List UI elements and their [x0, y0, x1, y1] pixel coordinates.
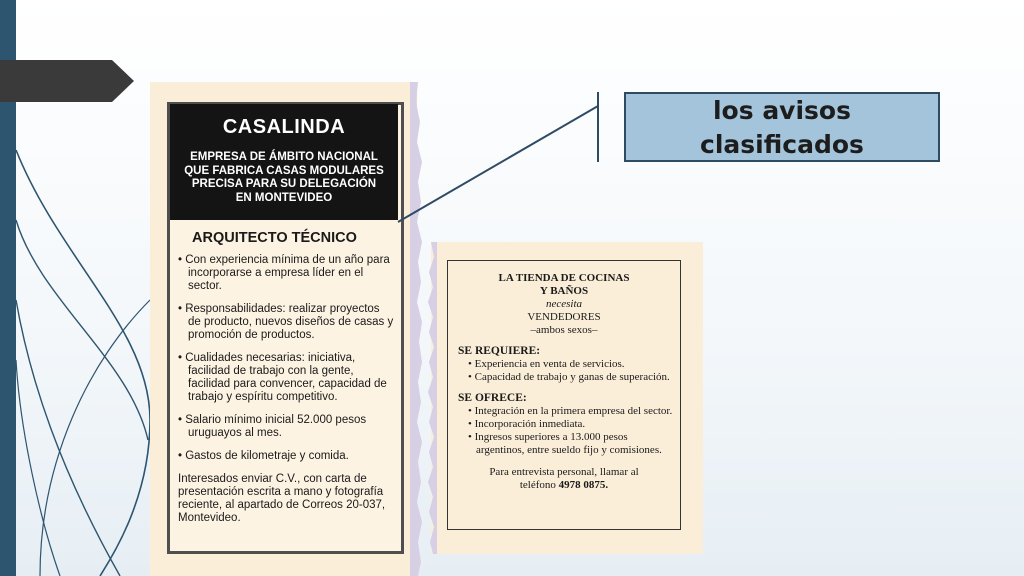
- requirement-item: • Gastos de kilometraje y comida.: [178, 450, 349, 462]
- genders-label: –ambos sexos–: [530, 324, 598, 336]
- contact-instructions: Para entrevista personal, llamar al teléfono 4978 0875.: [489, 466, 639, 491]
- contact-instructions: Interesados enviar C.V., con carta de presentación escrita a mano y fotografía reciente, al apartado de Correos 20-037, Montevideo.: [178, 473, 386, 524]
- needs-label: necesita: [545, 298, 583, 310]
- offers-heading: SE OFRECE:: [458, 392, 527, 404]
- casalinda-ad-header: [170, 104, 398, 220]
- requirement-item: • Con experiencia mínima de un año para incorporarse a empresa líder en el sector.: [178, 254, 390, 292]
- slide-title: los avisos clasificados: [624, 92, 940, 162]
- requires-heading: SE REQUIERE:: [458, 345, 541, 357]
- offer-item: • Integración en la primera empresa del sector.: [468, 405, 673, 417]
- offer-item: • Incorporación inmediata.: [468, 418, 586, 430]
- store-name: LA TIENDA DE COCINAS Y BAÑOS: [498, 272, 630, 297]
- torn-paper-edge: [427, 242, 437, 554]
- casalinda-ad-body: [178, 230, 394, 525]
- company-description: EMPRESA DE ÁMBITO NACIONAL QUE FABRICA CASAS MODULARES PRECISA PARA SU DELEGACIÓN EN MONTEVIDEO: [184, 151, 384, 204]
- arrow-banner-shape: [0, 60, 134, 102]
- company-name: CASALINDA: [222, 116, 346, 138]
- phone-number: 4978 0875.: [558, 479, 609, 491]
- offer-item: • Ingresos superiores a 13.000 pesos argentinos, entre sueldo fijo y comisiones.: [468, 431, 662, 456]
- position-title: ARQUITECTO TÉCNICO: [192, 230, 357, 246]
- role-label: VENDEDORES: [527, 311, 601, 323]
- tienda-ad-frame: [447, 260, 681, 530]
- requirement-item: • Salario mínimo inicial 52.000 pesos uruguayos al mes.: [178, 414, 367, 439]
- phone-label: teléfono: [519, 479, 556, 491]
- requirement-item: • Responsabilidades: realizar proyectos de producto, nuevos diseños de casas y promoción de productos.: [178, 303, 394, 341]
- requirement-item: • Cualidades necesarias: iniciativa, facilidad de trabajo con la gente, facilidad para convencer, capacidad de trabajo y espíritu competitivo.: [178, 352, 387, 403]
- requirement-item: • Capacidad de trabajo y ganas de superación.: [468, 371, 670, 383]
- requirement-item: • Experiencia en venta de servicios.: [468, 358, 625, 370]
